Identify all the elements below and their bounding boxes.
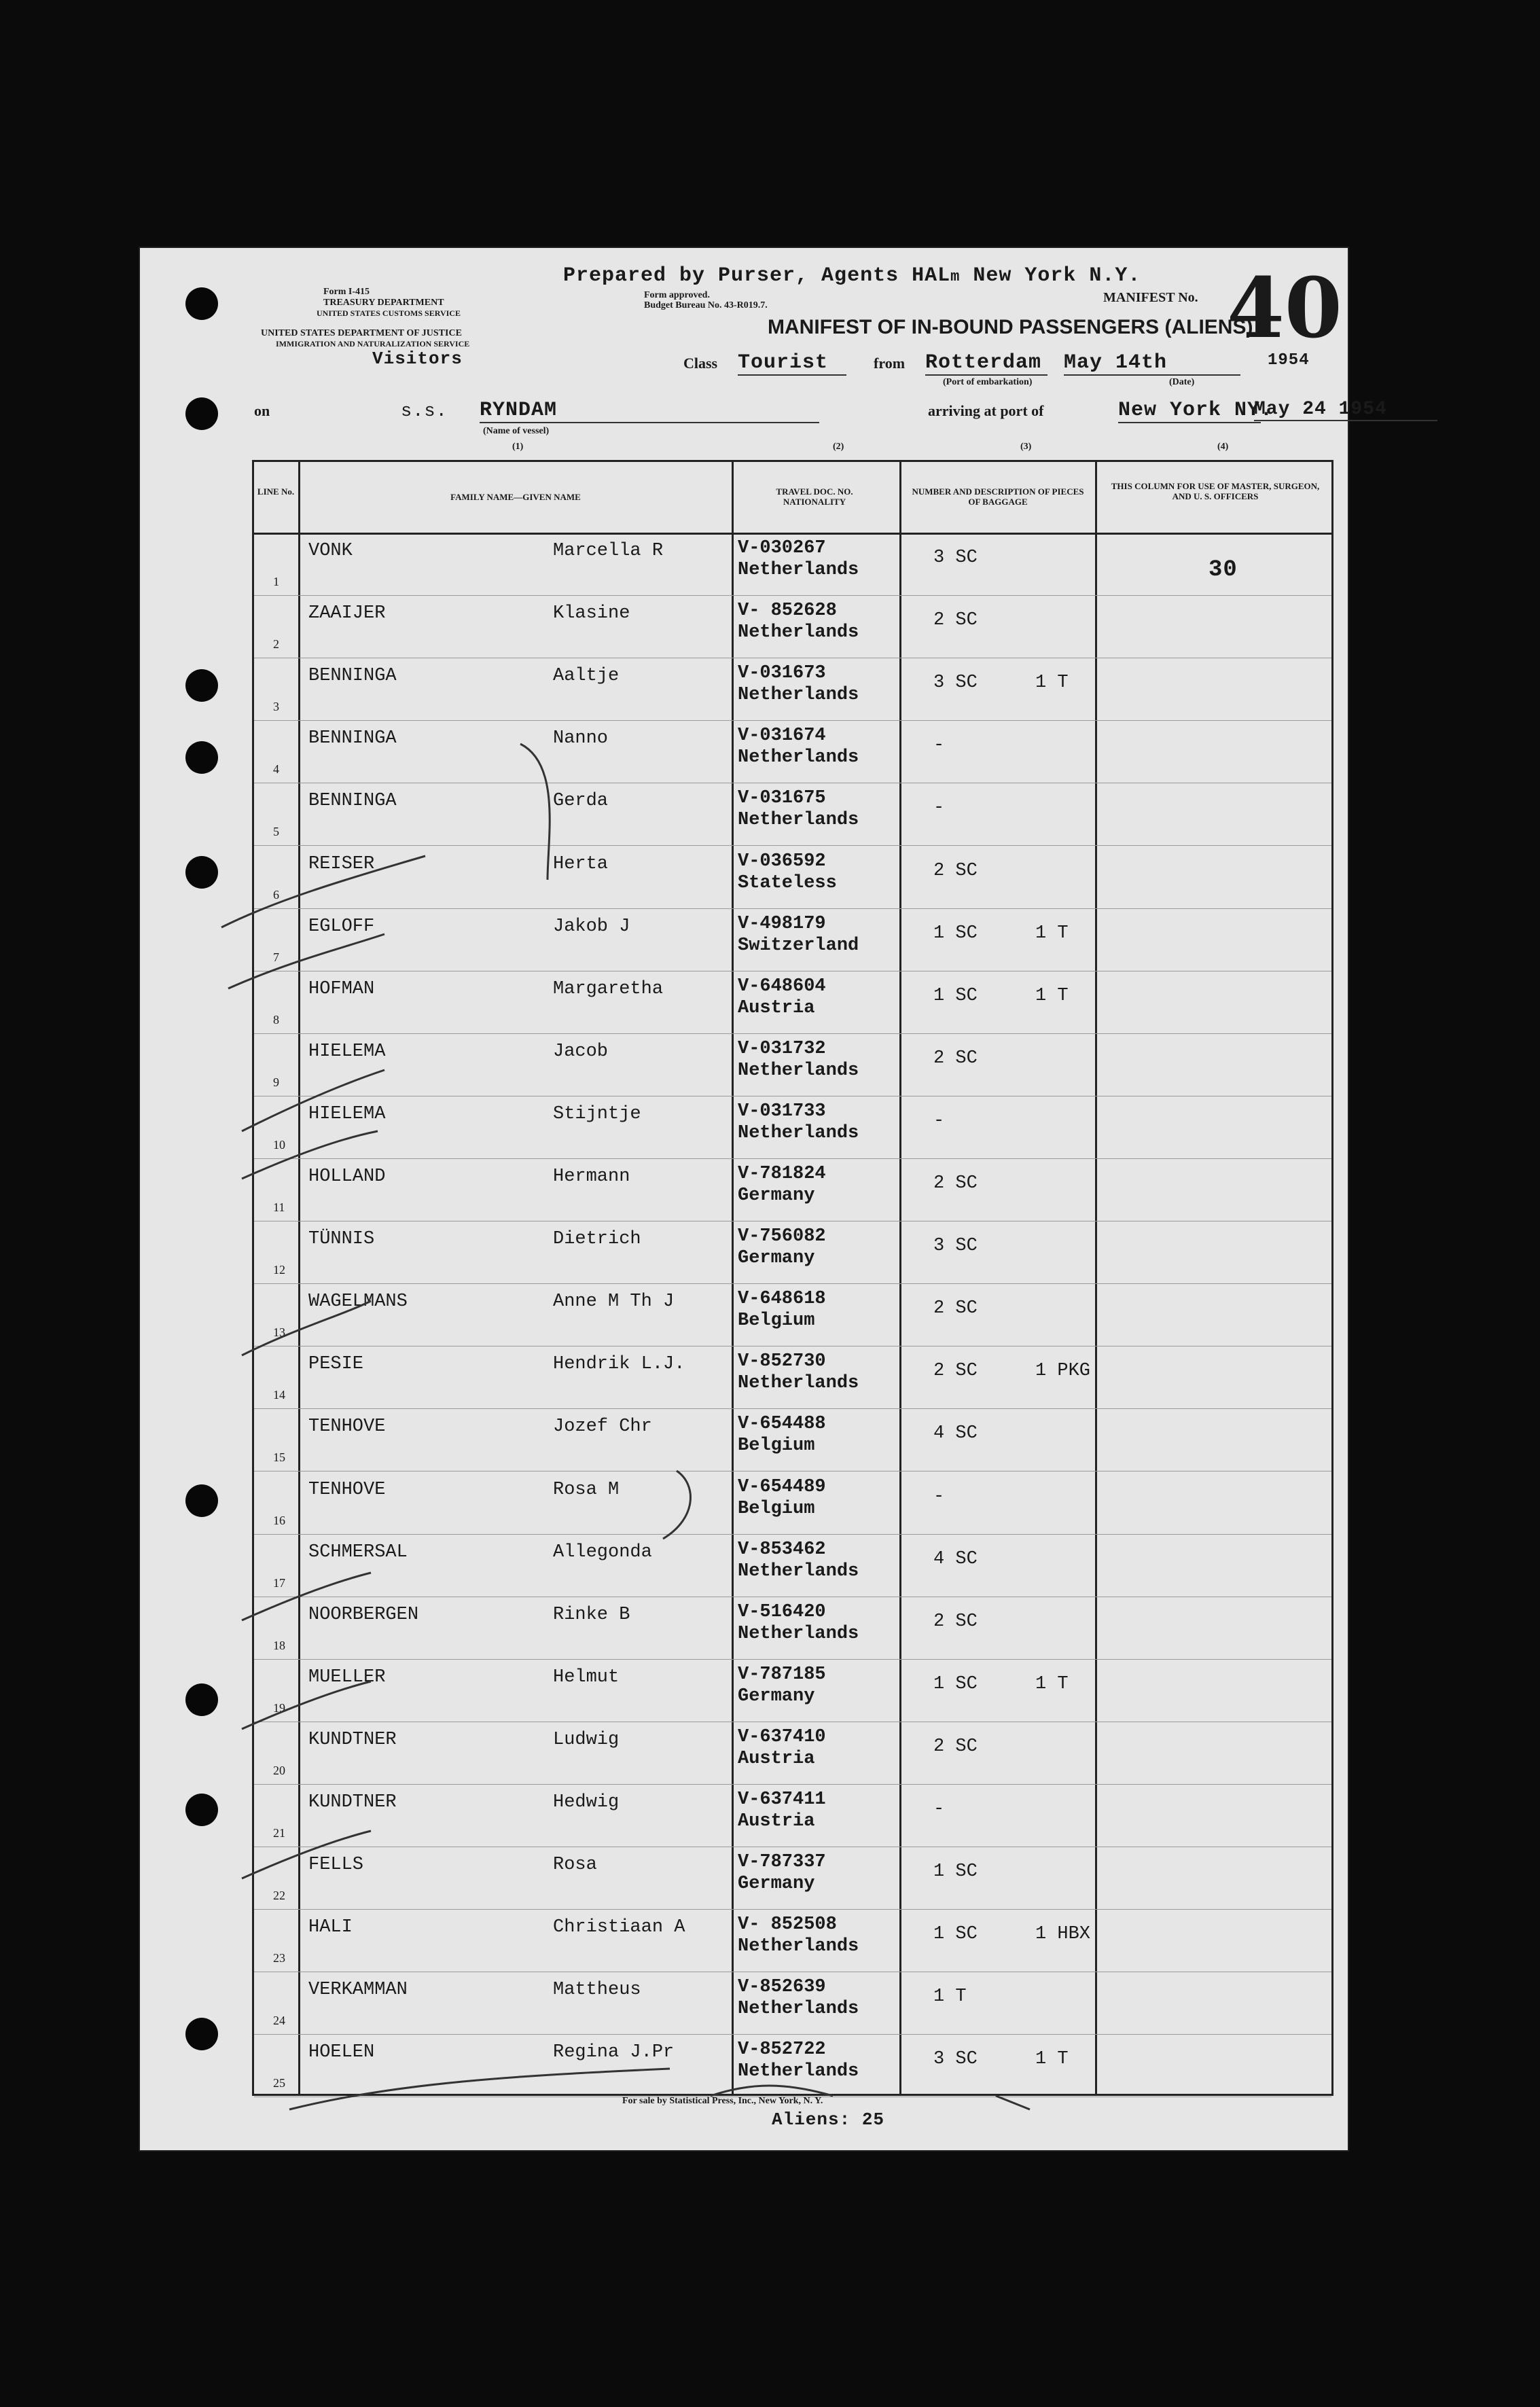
nationality: Austria [738,997,815,1018]
nationality: Netherlands [738,2061,859,2082]
family-name: KUNDTNER [308,1729,397,1750]
nationality: Netherlands [738,1122,859,1143]
travel-doc-no: V-781824 [738,1164,826,1184]
officer-note: 30 [1208,557,1238,583]
baggage-primary: - [933,798,945,819]
arrival-port: New York NY. [1118,399,1274,422]
form-approved: Form approved. [644,290,710,300]
prepared-by-agent: Prepared by Purser, Agents HAL [563,264,951,287]
travel-doc-no: V-853462 [738,1539,826,1560]
line-number: 16 [273,1513,285,1527]
table-row [254,846,1331,909]
nationality: Stateless [738,872,837,893]
line-number: 15 [273,1450,285,1465]
given-name: Jozef Chr [553,1416,652,1438]
nationality: Netherlands [738,560,859,580]
nationality: Netherlands [738,622,859,643]
line-number: 11 [273,1200,285,1215]
baggage-secondary: 1 T [1035,923,1069,944]
family-name: PESIE [308,1354,364,1375]
family-name: REISER [308,853,375,874]
travel-doc-no: V- 852508 [738,1914,837,1936]
baggage-secondary: 1 T [1035,673,1069,694]
punch-hole [185,1794,218,1826]
given-name: Christiaan A [553,1917,685,1938]
col-mark-1: (1) [512,442,524,452]
table-row [254,720,1331,783]
baggage-primary: 2 SC [933,1173,978,1194]
given-name: Stijntje [553,1103,641,1124]
family-name: HOELEN [308,2042,375,2063]
family-name: TENHOVE [308,1416,386,1438]
line-number: 25 [273,2076,285,2090]
baggage-primary: 1 SC [933,985,978,1006]
travel-doc-no: V-787337 [738,1852,826,1873]
port-of-embarkation: Rotterdam [925,351,1047,376]
baggage-primary: 4 SC [933,1423,978,1444]
nationality: Netherlands [738,810,859,831]
table-row [254,1408,1331,1472]
line-number: 8 [273,1012,279,1027]
nationality: Netherlands [738,1373,859,1394]
given-name: Hedwig [553,1792,620,1813]
baggage-secondary: 1 HBX [1035,1924,1091,1945]
line-number: 22 [273,1889,285,1903]
manifest-no-label: MANIFEST No. [1103,290,1198,305]
line-number: 17 [273,1575,285,1590]
nationality: Netherlands [738,685,859,706]
family-name: BENNINGA [308,666,397,687]
on-label: on [254,402,270,419]
line-number: 23 [273,1951,285,1965]
travel-doc-no: V-030267 [738,538,826,558]
given-name: Rosa [553,1855,597,1876]
family-name: SCHMERSAL [308,1541,408,1563]
budget-bureau: Budget Bureau No. 43-R019.7. [644,300,768,310]
passenger-table [252,460,1333,2096]
travel-doc-no: V-031673 [738,663,826,684]
travel-doc-no: V-498179 [738,913,826,934]
baggage-primary: 3 SC [933,673,978,694]
printer-credit: For sale by Statistical Press, Inc., New York, N. Y. [622,2096,823,2106]
nationality: Austria [738,1811,815,1832]
line-number: 5 [273,825,279,839]
nationality: Netherlands [738,1561,859,1582]
punch-hole [185,741,218,774]
given-name: Nanno [553,728,609,749]
travel-doc-no: V- 852628 [738,601,837,622]
nationality: Netherlands [738,1060,859,1081]
given-name: Ludwig [553,1729,620,1750]
table-row [254,1659,1331,1722]
nationality: Germany [738,1874,815,1895]
justice-dept: UNITED STATES DEPARTMENT OF JUSTICE [261,328,462,338]
line-number: 1 [273,575,279,589]
table-row [254,783,1331,846]
table-row [254,2034,1331,2097]
baggage-primary: 3 SC [933,2049,978,2070]
nationality: Netherlands [738,1936,859,1957]
nationality: Germany [738,1686,815,1707]
line-number: 9 [273,1075,279,1089]
line-number: 2 [273,637,279,652]
line-number: 24 [273,2014,285,2028]
line-number: 3 [273,700,279,714]
line-number: 7 [273,950,279,964]
travel-doc-no: V-036592 [738,851,826,872]
travel-doc-no: V-654489 [738,1476,826,1497]
baggage-secondary: 1 T [1035,1673,1069,1694]
form-number: Form I-415 [323,287,370,297]
manifest-title: MANIFEST OF IN-BOUND PASSENGERS (ALIENS) [768,316,1253,338]
line-number: 21 [273,1826,285,1840]
table-row [254,1221,1331,1284]
nationality: Austria [738,1748,815,1769]
baggage-secondary: 1 T [1035,2049,1069,2070]
travel-doc-no: V-852639 [738,1977,826,1998]
port-embark-caption: (Port of embarkation) [943,377,1033,387]
line-number: 20 [273,1763,285,1777]
table-row [254,1033,1331,1096]
arriving-label: arriving at port of [928,402,1044,419]
travel-doc-no: V-648604 [738,976,826,997]
given-name: Jacob [553,1041,609,1062]
baggage-primary: 2 SC [933,1611,978,1632]
header-line-no: LINE No. [257,486,295,497]
baggage-primary: - [933,1110,945,1131]
family-name: EGLOFF [308,916,375,937]
family-name: WAGELMANS [308,1291,408,1313]
given-name: Herta [553,853,609,874]
table-row [254,1283,1331,1347]
travel-doc-no: V-031732 [738,1038,826,1059]
baggage-primary: 1 T [933,1986,967,2008]
departure-date: May 14th [1064,351,1240,376]
punch-hole [185,1683,218,1716]
family-name: HOLLAND [308,1166,386,1187]
baggage-secondary: 1 PKG [1035,1361,1091,1382]
given-name: Regina J.Pr [553,2042,675,2063]
table-row [254,971,1331,1034]
ss-prefix: s.s. [401,402,448,422]
nationality: Belgium [738,1498,815,1519]
header-baggage: NUMBER AND DESCRIPTION OF PIECES OF BAGGAGE [912,486,1084,507]
given-name: Jakob J [553,916,630,937]
col-mark-2: (2) [833,442,844,452]
given-name: Gerda [553,791,609,812]
header-name: FAMILY NAME—GIVEN NAME [450,492,581,502]
family-name: MUELLER [308,1666,386,1688]
col-mark-4: (4) [1217,442,1229,452]
baggage-primary: 2 SC [933,610,978,631]
family-name: TENHOVE [308,1479,386,1500]
line-number: 12 [273,1263,285,1277]
family-name: NOORBERGEN [308,1604,419,1625]
travel-doc-no: V-852730 [738,1351,826,1372]
from-label: from [874,355,906,372]
punch-hole [185,669,218,702]
family-name: HALI [308,1917,353,1938]
baggage-primary: 2 SC [933,1736,978,1757]
header-travel-doc: TRAVEL DOC. NO. NATIONALITY [776,486,853,507]
table-row [254,1472,1331,1535]
header-officers: THIS COLUMN FOR USE OF MASTER, SURGEON, AND U. S. OFFICERS [1111,481,1320,501]
vessel-name: RYNDAM [480,399,819,423]
nationality: Netherlands [738,747,859,768]
given-name: Marcella R [553,541,664,561]
baggage-primary: 1 SC [933,1673,978,1694]
nationality: Germany [738,1248,815,1269]
given-name: Hendrik L.J. [553,1354,685,1375]
line-number: 14 [273,1388,285,1402]
punch-hole [185,856,218,889]
baggage-primary: 2 SC [933,1298,978,1319]
treasury-dept: TREASURY DEPARTMENT [323,298,444,308]
punch-hole [185,2018,218,2050]
class-value: Tourist [738,351,846,376]
travel-doc-no: V-031675 [738,788,826,809]
punch-hole [185,1484,218,1517]
baggage-secondary: 1 T [1035,985,1069,1006]
table-row [254,1972,1331,2035]
family-name: KUNDTNER [308,1792,397,1813]
given-name: Margaretha [553,978,664,999]
travel-doc-no: V-637411 [738,1789,826,1810]
line-number: 6 [273,887,279,902]
nationality: Switzerland [738,935,859,956]
col-mark-3: (3) [1020,442,1032,452]
baggage-primary: 4 SC [933,1548,978,1569]
family-name: VERKAMMAN [308,1980,408,2001]
given-name: Aaltje [553,666,620,687]
table-row [254,1722,1331,1785]
baggage-primary: - [933,1486,945,1507]
family-name: HOFMAN [308,978,375,999]
table-row [254,1847,1331,1910]
arrival-date: May 24 1954 [1254,399,1437,421]
table-row [254,1096,1331,1159]
family-name: HIELEMA [308,1041,386,1062]
family-name: HIELEMA [308,1103,386,1124]
given-name: Rinke B [553,1604,630,1625]
table-row [254,533,1331,596]
nationality: Netherlands [738,1623,859,1644]
prepared-by-city: New York N.Y. [973,264,1141,287]
baggage-primary: 2 SC [933,1361,978,1382]
line-number: 10 [273,1137,285,1152]
punch-hole [185,397,218,430]
nationality: Germany [738,1185,815,1206]
travel-doc-no: V-031733 [738,1101,826,1122]
customs-service: UNITED STATES CUSTOMS SERVICE [317,308,461,318]
ins-service: IMMIGRATION AND NATURALIZATION SERVICE [276,339,470,349]
table-row [254,1909,1331,1972]
table-row [254,658,1331,721]
baggage-primary: - [933,1799,945,1819]
given-name: Hermann [553,1166,630,1187]
table-row [254,1346,1331,1409]
baggage-primary: 2 SC [933,860,978,881]
year: 1954 [1268,351,1310,370]
family-name: ZAAIJER [308,603,386,624]
nationality: Belgium [738,1436,815,1457]
baggage-primary: 1 SC [933,1924,978,1945]
travel-doc-no: V-648618 [738,1289,826,1310]
nationality: Belgium [738,1311,815,1332]
table-header [254,462,1331,535]
baggage-primary: 2 SC [933,1048,978,1069]
punch-hole [185,287,218,320]
line-number: 18 [273,1638,285,1652]
travel-doc-no: V-852722 [738,2039,826,2061]
table-row [254,1597,1331,1660]
family-name: BENNINGA [308,791,397,812]
travel-doc-no: V-637410 [738,1726,826,1747]
table-row [254,595,1331,658]
travel-doc-no: V-654488 [738,1414,826,1435]
manifest-number: 40 [1227,259,1342,357]
travel-doc-no: V-031674 [738,726,826,747]
given-name: Klasine [553,603,630,624]
line-number: 19 [273,1700,285,1715]
line-number: 13 [273,1325,285,1340]
baggage-primary: 1 SC [933,1861,978,1883]
prepared-by: Prepared by Purser, Agents HALm New York N.Y. [563,264,1141,287]
category: Visitors [372,349,463,369]
vessel-caption: (Name of vessel) [483,426,550,436]
given-name: Dietrich [553,1229,641,1250]
family-name: TÜNNIS [308,1229,375,1250]
travel-doc-no: V-787185 [738,1664,826,1685]
baggage-primary: 3 SC [933,548,978,568]
class-label: Class [683,355,718,372]
baggage-primary: - [933,735,945,756]
family-name: FELLS [308,1855,364,1876]
manifest-sheet [140,248,1387,2150]
nationality: Netherlands [738,1999,859,2020]
baggage-primary: 3 SC [933,1236,978,1257]
given-name: Rosa M [553,1479,620,1500]
given-name: Allegonda [553,1541,652,1563]
travel-doc-no: V-516420 [738,1601,826,1622]
date-caption: (Date) [1169,377,1195,387]
line-number: 4 [273,762,279,777]
given-name: Mattheus [553,1980,641,2001]
table-row [254,1158,1331,1222]
family-name: VONK [308,541,353,561]
given-name: Anne M Th J [553,1291,675,1313]
travel-doc-no: V-756082 [738,1226,826,1247]
table-row [254,1534,1331,1597]
table-row [254,1784,1331,1847]
given-name: Helmut [553,1666,620,1688]
table-row [254,908,1331,971]
aliens-total: Aliens: 25 [772,2109,885,2130]
family-name: BENNINGA [308,728,397,749]
baggage-primary: 1 SC [933,923,978,944]
